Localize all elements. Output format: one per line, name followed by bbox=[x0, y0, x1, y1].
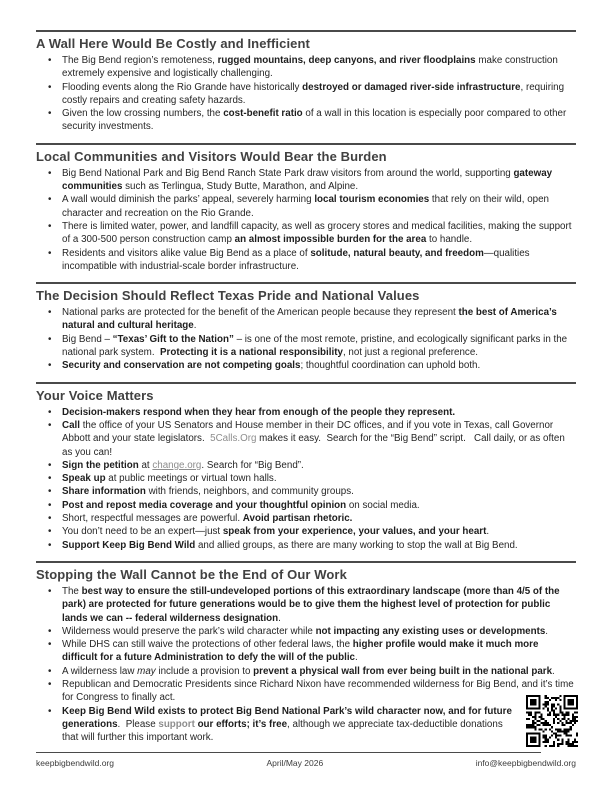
text-segment: Security and conservation are not competing goals bbox=[62, 360, 301, 372]
section-divider bbox=[36, 282, 576, 284]
text-segment: include a provision to bbox=[155, 665, 254, 677]
section-title: Your Voice Matters bbox=[36, 387, 154, 403]
text-segment: Flooding events along the Rio Grande have historically bbox=[62, 81, 303, 93]
bullet-item bbox=[36, 107, 576, 134]
bullet-item bbox=[36, 419, 576, 459]
text-segment: . bbox=[355, 652, 358, 664]
text-segment: Share information bbox=[62, 486, 146, 498]
text-segment: at bbox=[138, 459, 153, 471]
text-segment: with friends, neighbors, and community groups. bbox=[145, 486, 354, 498]
bullet-item bbox=[36, 247, 576, 274]
text-segment: the best of America’s natural and cultural heritage bbox=[62, 307, 560, 332]
section-title: Stopping the Wall Cannot be the End of Our Work bbox=[36, 566, 347, 582]
bullet-list bbox=[36, 306, 576, 372]
text-segment: of a wall in this location is especially poor compared to other security investments. bbox=[62, 108, 569, 133]
text-segment: The bbox=[62, 585, 82, 597]
bullet-item bbox=[36, 499, 576, 512]
text-segment: on social media. bbox=[346, 499, 420, 511]
text-segment: higher profile would make it much more difficult for a future Administration to defy the will of the public bbox=[62, 639, 542, 664]
text-segment: makes it easy. Search for the “Big Bend” script. Call daily, or as often as you can! bbox=[62, 433, 568, 458]
bullet-item bbox=[36, 167, 576, 194]
section-divider bbox=[36, 382, 576, 384]
text-segment: rugged mountains, deep canyons, and river floodplains bbox=[217, 55, 476, 66]
section-4 bbox=[36, 382, 576, 552]
qr-code bbox=[526, 694, 578, 748]
text-segment: speak from your experience, your values, and your heart bbox=[222, 526, 487, 538]
section-title: The Decision Should Reflect Texas Pride and National Values bbox=[36, 288, 420, 304]
section-divider bbox=[36, 561, 576, 563]
bullet-item bbox=[36, 525, 576, 538]
text-segment: There is limited water, power, and landfill capacity, as well as grocery stores and medical facilities, making the support of a 300-500 person construction camp bbox=[62, 220, 575, 246]
text-segment: Protecting it is a national responsibility bbox=[160, 347, 343, 359]
bullet-item bbox=[36, 359, 576, 372]
text-segment: ; thoughtful coordination can uphold both. bbox=[300, 360, 481, 372]
text-segment: local tourism economies bbox=[314, 194, 430, 206]
text-segment: Post and repost media coverage and your thoughtful opinion bbox=[62, 499, 347, 511]
link-5calls-org[interactable]: 5Calls.Org bbox=[210, 433, 257, 445]
text-segment: A wilderness law bbox=[62, 665, 138, 677]
text-segment: such as Terlingua, Study Butte, Marathon, and Alpine. bbox=[122, 181, 359, 193]
text-segment: best way to ensure the still-undeveloped portions of this extraordinary landscape (more than 4/5 of the park) are protected for future generations would be to give them the highest level of protection for public lands we can -- federal wilderness designation bbox=[62, 585, 563, 624]
text-segment: Keep Big Bend Wild exists to protect Big Bend National Park’s wild character now, and for future generations bbox=[62, 705, 515, 730]
text-segment: may bbox=[137, 665, 156, 677]
footer-email: info@keepbigbendwild.org bbox=[475, 758, 576, 768]
bullet-item bbox=[36, 220, 576, 247]
bullet-item bbox=[36, 406, 576, 419]
section-3 bbox=[36, 282, 576, 372]
text-segment: —qualities incompatible with industrial-scale border infrastructure. bbox=[62, 247, 533, 272]
footer bbox=[36, 752, 576, 768]
bullet-item bbox=[36, 54, 576, 81]
text-segment: . Please bbox=[117, 718, 159, 730]
text-segment: . bbox=[193, 320, 197, 332]
section-5 bbox=[36, 561, 576, 745]
text-segment: Sign the petition bbox=[62, 459, 139, 471]
text-segment: The Big Bend region’s remoteness, bbox=[62, 55, 218, 66]
text-segment: . bbox=[486, 526, 490, 538]
text-segment: make construction extremely expensive and logistically challenging. bbox=[62, 55, 561, 80]
bullet-list bbox=[36, 585, 576, 745]
text-segment: A wall would diminish the parks’ appeal, severely harming bbox=[62, 194, 315, 206]
text-segment: . bbox=[552, 665, 555, 677]
text-segment: destroyed or damaged river-side infrastructure bbox=[302, 81, 521, 93]
bullet-item bbox=[36, 333, 576, 360]
bullet-list bbox=[36, 406, 576, 552]
text-segment: . bbox=[278, 612, 281, 624]
text-segment: Republican and Democratic Presidents since Richard Nixon have recommended wilderness for Big Bend, and it’s time for Congress to finally act. bbox=[62, 678, 577, 704]
text-segment: , requiring costly repairs and creating safety hazards. bbox=[62, 81, 567, 106]
text-segment: Residents and visitors alike value Big Bend as a place of bbox=[62, 247, 311, 259]
footer-website: keepbigbendwild.org bbox=[36, 758, 114, 768]
section-divider bbox=[36, 30, 576, 32]
text-segment: “Texas’ Gift to the Nation” bbox=[112, 333, 234, 345]
text-segment: – is one of the most remote, pristine, and ecologically significant parks in the national park system. bbox=[62, 333, 570, 359]
bullet-item bbox=[36, 678, 576, 705]
section-title: A Wall Here Would Be Costly and Inefficient bbox=[36, 36, 310, 51]
text-segment: , not just a regional preference. bbox=[342, 347, 478, 359]
sections bbox=[36, 30, 576, 744]
text-segment: Wilderness would preserve the park’s wild character while bbox=[62, 625, 316, 637]
text-segment: Short, respectful messages are powerful. bbox=[62, 513, 243, 525]
text-segment: Big Bend – bbox=[62, 333, 113, 345]
link-support[interactable]: support bbox=[158, 718, 195, 730]
bullet-list bbox=[36, 167, 576, 273]
section-1 bbox=[36, 30, 576, 134]
text-segment: . Search for “Big Bend”. bbox=[201, 459, 304, 471]
text-segment: While DHS can still waive the protections of other federal laws, the bbox=[62, 639, 353, 651]
text-segment: Speak up bbox=[62, 473, 106, 485]
section-divider bbox=[36, 143, 576, 145]
bullet-item bbox=[36, 625, 576, 638]
bullet-item bbox=[36, 81, 576, 108]
text-segment: Decision-makers respond when they hear from enough of the people they represent. bbox=[62, 406, 456, 418]
text-segment: . bbox=[545, 625, 549, 637]
text-segment: not impacting any existing uses or developments bbox=[315, 625, 546, 637]
bullet-item bbox=[36, 306, 576, 333]
text-segment: that rely on their wild, open character and recreation on the Rio Grande. bbox=[62, 194, 552, 219]
text-segment: solitude, natural beauty, and freedom bbox=[310, 247, 484, 259]
text-segment: prevent a physical wall from ever being built in the national park bbox=[253, 665, 553, 677]
text-segment: our efforts; it’s free bbox=[197, 718, 288, 730]
bullet-item bbox=[36, 485, 576, 498]
text-segment: at public meetings or virtual town halls. bbox=[105, 473, 277, 485]
section-2 bbox=[36, 143, 576, 273]
text-segment: the office of your US Senators and House member in their DC offices, and if you vote in Texas, call Governor Abbott and your state legislators. bbox=[62, 419, 556, 445]
bullet-item bbox=[36, 512, 576, 525]
text-segment: an almost impossible burden for the area bbox=[234, 234, 427, 246]
footer-date: April/May 2026 bbox=[266, 758, 324, 768]
bullet-item bbox=[36, 539, 576, 552]
text-segment: and allied groups, as there are many working to stop the wall at Big Bend. bbox=[195, 539, 518, 551]
text-segment: National parks are protected for the benefit of the American people because they represent bbox=[62, 307, 459, 319]
text-segment: Avoid partisan rhetoric. bbox=[242, 513, 353, 525]
text-segment: You don’t need to be an expert—just bbox=[62, 526, 223, 538]
text-segment: Support Keep Big Bend Wild bbox=[62, 539, 196, 551]
bullet-item bbox=[36, 585, 576, 625]
bullet-item bbox=[36, 705, 517, 745]
text-segment: Big Bend National Park and Big Bend Ranch State Park draw visitors from around the world, supporting bbox=[62, 167, 514, 179]
link-change-org[interactable]: change.org bbox=[152, 459, 202, 471]
text-segment: gateway communities bbox=[62, 167, 555, 193]
text-segment: to handle. bbox=[426, 234, 473, 246]
bullet-item bbox=[36, 472, 576, 485]
bullet-item bbox=[36, 665, 576, 678]
bullet-list bbox=[36, 54, 576, 134]
text-segment: Call bbox=[62, 419, 80, 431]
text-segment: , although we appreciate tax-deductible donations that will further this important work. bbox=[62, 718, 506, 744]
bullet-item bbox=[36, 193, 576, 220]
text-segment: cost-benefit ratio bbox=[223, 108, 303, 120]
bullet-item bbox=[36, 638, 576, 665]
section-title: Local Communities and Visitors Would Bear the Burden bbox=[36, 148, 387, 164]
footer-divider bbox=[36, 752, 541, 753]
text-segment: Given the low crossing numbers, the bbox=[62, 108, 224, 120]
bullet-item bbox=[36, 459, 576, 472]
